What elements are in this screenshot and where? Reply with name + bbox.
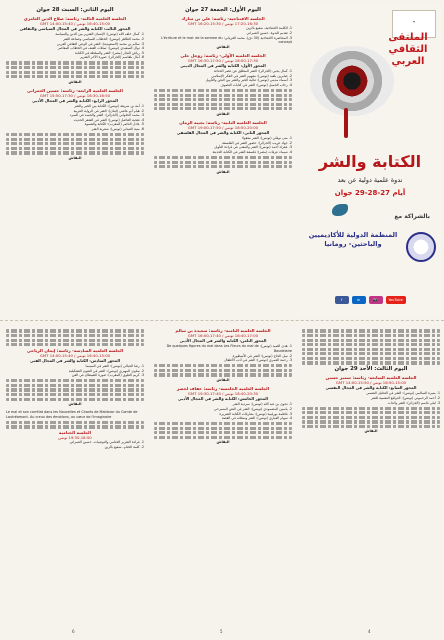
- list-item: 5. رياض النجار (مصر): الشر والسلطة في الكتابة: [74, 50, 144, 55]
- youtube-icon[interactable]: YouTube: [386, 296, 406, 304]
- french-paper-title: Le mal et son corrélat dans les Nouvelles et Chants de Maldoror du Comte de Lautréamont. Au creux des émotions, au cœur de l'imaginaire: [6, 410, 138, 419]
- closing-panel: [2, 325, 148, 637]
- session-title: الجلسة العلمية الرابعة- رئاسة: حسين العمراني: [27, 87, 123, 93]
- session-axis: المحور الأول: الكتابة والشر في المجال الديني: [180, 63, 266, 69]
- text-line-placeholder: [302, 334, 440, 337]
- conference-title: الكتابة والشر: [318, 152, 422, 171]
- social-icons: [298, 296, 442, 304]
- list-item: 6. منية العبدلي (تونس): شعرية الشر: [91, 127, 144, 132]
- text-line-placeholder: [6, 339, 144, 342]
- conference-dates: أيام 27-28-29 جوان: [334, 189, 406, 197]
- session-title: الجلسة العلمية الثالثة- رئاسة: صلاح الدين العامري: [23, 16, 127, 21]
- list-item: 1. قراءة التقرير الختامي والتوصيات- حسين العمراني: [69, 440, 144, 445]
- text-line-placeholder: [6, 398, 144, 401]
- session-time: 16:40-15:00 تونس / 15:40-14:00 GMT: [39, 353, 111, 359]
- text-line-placeholder: [154, 165, 292, 168]
- session-5-panel: [150, 325, 296, 637]
- list-item: 1. هدى الصيد (تونس): De quelques figures du mal dans Les Fleurs du mal de Baudelaire: [166, 344, 292, 353]
- session-title: الجلسة العلمية السابعة- رئاسة: سمير حسين: [325, 375, 417, 381]
- session-axis: المحور الثاني: الكتابة والشر في المجال الفلسفي: [176, 130, 270, 136]
- session-title: الجلسة الافتتاحية- رئاسة: علي بن مبارك: [181, 16, 265, 21]
- brochure-bottom-half: [0, 320, 444, 640]
- text-line-placeholder: [154, 369, 292, 372]
- session-title: الجلسة العلمية الخامسة- رئاسة: عفاف لخضر: [176, 385, 270, 391]
- page-number: 5: [220, 629, 223, 635]
- text-line-placeholder: [154, 431, 292, 434]
- list-item: 3. كريم العلوي (المغرب): صورة الشيطان في الفن: [71, 373, 144, 378]
- session-time: 16:40-15:00 تونس / 15:40-14:00 GMT: [39, 21, 111, 27]
- discussion-label: النقاش: [216, 377, 230, 382]
- list-item: 1. نجوى بن عبد الله (تونس): سردية الشر: [232, 402, 292, 407]
- text-line-placeholder: [6, 384, 144, 387]
- text-line-placeholder: [302, 361, 440, 364]
- session-axis: المحور السادس: الكتابة والشر في المجال الفني: [29, 358, 121, 364]
- session-title: الجلسة العلمية الثانية- رئاسة: نجيبة الزمان: [179, 119, 267, 125]
- text-line-placeholder: [6, 147, 144, 150]
- ink-drip-illustration: [344, 108, 348, 138]
- text-line-placeholder: [6, 61, 144, 64]
- text-line-placeholder: [154, 89, 292, 92]
- session-time: 19:30-18:50 تونس: [58, 435, 92, 441]
- list-item: 2. ياسين المصمودي (تونس): الشر في النص المسرحي: [214, 406, 292, 411]
- session-8: [154, 328, 292, 383]
- list-item: 4. سهام العياري (تونس): الشر وتمثلاته في القصة: [221, 416, 292, 421]
- list-item: 2. جهاد عريب (الجزائر): حضور الشر في الفلسفة: [222, 140, 292, 145]
- list-item: 1. كمال خلف الله (تونس): الإنسان الشرير بين الدين والسياسة: [55, 32, 144, 37]
- list-item: 3. المحاضرة الافتتاحية (30 دق)- محمد الغرياني: L'écriture et le mal: de la somme du concept: [160, 35, 292, 45]
- list-item: 1. منى نوفلي (تونس): الشر معقولا: [241, 136, 292, 141]
- list-item: 1. الكلمة الافتتاحية- شفيع بالزين: [246, 26, 292, 31]
- page-number: 4: [368, 629, 371, 635]
- discussion-label: النقاش: [68, 79, 82, 84]
- text-line-placeholder: [302, 407, 440, 410]
- list-item: 4. نوال السعيدي (تونس): تمثلات العنف في الخطاب المعاصر: [57, 46, 144, 51]
- discussion-label: النقاش: [216, 111, 230, 116]
- discussion-label: النقاش: [68, 402, 82, 407]
- list-item: 3. سالم بن محمد (السعودية): الشر في الوعي الثقافي العربي: [56, 41, 144, 46]
- text-line-placeholder: [302, 329, 440, 332]
- day2-title: اليوم الثاني: السبت 28 جوان: [36, 7, 114, 13]
- session-4: [6, 88, 144, 161]
- facebook-icon[interactable]: f: [335, 296, 349, 304]
- session-time: 16:50-15:00 تونس / 15:50-14:00 GMT: [335, 380, 407, 386]
- session-time: 17:20-16:30 تونس / 15:30-16:20 GMT: [187, 21, 259, 27]
- session-7: [302, 375, 440, 434]
- session-time: 18:40-17:00 تونس / 17:40-16:00 GMT: [187, 333, 259, 339]
- text-line-placeholder: [6, 151, 144, 154]
- list-item: 3. فاطمة بورقيبة (تونس): مفارقات الكتابة الشريرة: [219, 411, 292, 416]
- text-line-placeholder: [154, 156, 292, 159]
- list-item: 1. أمة بن شريقة (تونس): الكتابة بين الخير والشر: [74, 104, 144, 109]
- list-item: 4. رحاب الجميل (تونس): الشر في كتابات التصوف: [220, 82, 292, 87]
- text-line-placeholder: [6, 421, 144, 424]
- session-1: [154, 53, 292, 117]
- text-line-placeholder: [154, 364, 292, 367]
- day3-title: اليوم الثالث: الأحد 29 جوان: [334, 366, 408, 373]
- session-5: [154, 386, 292, 445]
- instagram-icon[interactable]: 📷: [369, 296, 383, 304]
- day2-panel: [2, 4, 148, 316]
- text-line-placeholder: [302, 411, 440, 414]
- text-line-placeholder: [154, 103, 292, 106]
- list-item: 2. محمد الطاهر (تونس): الخطاب السياسي وصناعة الشر: [63, 37, 144, 41]
- list-item: 1. كمال يحيي (الجزائر): الشر المطلق عن عصر الحداثة: [213, 69, 292, 74]
- session-title: الجلسة الختامية: [58, 429, 92, 435]
- session-3: [6, 16, 144, 85]
- text-line-placeholder: [154, 98, 292, 101]
- session-axis: المحور الخامس: الكتابة والشر في المجال الأدبي: [178, 396, 268, 402]
- discussion-label: النقاش: [68, 155, 82, 160]
- list-item: 2. تقديم الندوة- حسين العمراني: [246, 31, 292, 35]
- list-item: 2. صابرين بلعيد (تونس): مفهوم الشر في الفكر الإسلامي: [211, 73, 292, 78]
- list-item: 5. عادل الناصر (المغرب): الكتابة والقسوة: [84, 122, 144, 127]
- session-time: 18:30-16:50 تونس / 17:30-15:50 GMT: [39, 93, 111, 99]
- discussion-label: النقاش: [216, 44, 230, 49]
- list-item: 6. آمال بلقاسم (الجزائر): صورة الآخر الشرير: [79, 55, 144, 60]
- list-item: 3. رحمة العمري (تونس): الشر في أدب الأطفال: [224, 358, 292, 363]
- text-line-placeholder: [302, 343, 440, 346]
- session-time: 18:50-17:30 تونس / 17:50-16:30 GMT: [187, 58, 259, 64]
- day1-panel: [150, 4, 296, 316]
- hummingbird-illustration: [332, 204, 348, 216]
- session-title: الجلسة العلمية الأولى- رئاسة: زوجل حلي: [180, 52, 266, 58]
- text-line-placeholder: [302, 425, 440, 428]
- page-number: 6: [72, 629, 75, 635]
- cover-panel: [298, 4, 442, 316]
- text-line-placeholder: [6, 425, 144, 428]
- day3-panel: [298, 325, 444, 637]
- list-item: 2. هيام أبو عاصي (لبنان): الشر في الرواية العربية: [73, 108, 144, 113]
- session-6: [6, 348, 144, 407]
- session-axis: المحور السابع: الكتابة والشر في المجال النفسي: [325, 385, 417, 391]
- partner-label: بالشراكة مع: [394, 213, 430, 220]
- list-item: 2. نبيل الحاج (تونس): الشر في الأسطورة: [232, 353, 292, 358]
- discussion-label: النقاش: [216, 169, 230, 174]
- text-line-placeholder: [6, 393, 144, 396]
- text-line-placeholder: [154, 436, 292, 439]
- text-line-placeholder: [154, 373, 292, 376]
- logo-mark: ✦: [412, 20, 416, 24]
- list-item: 2. أحمد الرحموني (تونس): الدوافع النفسية للشر: [370, 396, 440, 401]
- session-time: 18:50-20:00 تونس / 17:50-19:00 GMT: [187, 125, 259, 131]
- organization-name: المنظمة الدولية للأكاديميين والباحثين- رومانيا: [308, 231, 398, 248]
- text-line-placeholder: [6, 66, 144, 69]
- text-line-placeholder: [6, 379, 144, 382]
- text-line-placeholder: [6, 75, 144, 78]
- eye-illustration: [310, 46, 394, 116]
- text-line-placeholder: [302, 352, 440, 355]
- text-line-placeholder: [6, 334, 144, 337]
- session-2: [154, 120, 292, 175]
- text-line-placeholder: [302, 420, 440, 423]
- conference-subtitle: ندوة علمية دولية عن بعد: [337, 176, 403, 184]
- conference-name: الملتقى الثقافي العربي: [388, 32, 428, 67]
- text-line-placeholder: [6, 71, 144, 74]
- text-line-placeholder: [6, 343, 144, 346]
- text-line-placeholder: [6, 138, 144, 141]
- list-item: 2. سلوى المهيري (تونس): الشر في الفنون التشكيلية: [68, 368, 144, 373]
- list-item: 3. ليلى قاسم (الجزائر): الشر والذات: [387, 400, 440, 405]
- text-line-placeholder: [6, 133, 144, 136]
- session-title: الجلسة العلمية الثامنة- رئاسة: سعيدة بن سالم: [175, 328, 271, 333]
- text-line-placeholder: [6, 142, 144, 145]
- list-item: 3. أسماء مديني (تونس): ثنائية الخير والشر بين النص والتأويل: [205, 78, 292, 83]
- text-line-placeholder: [6, 329, 144, 332]
- text-line-placeholder: [302, 416, 440, 419]
- session-title: الجلسة العلمية السادسة- رئاسة: إيمان الرياحي: [26, 347, 124, 353]
- day1-title: اليوم الأول: الجمعة 27 جوان: [185, 7, 261, 13]
- session-axis: المحور الرابع: الكتابة والشر في المجال الأدبي: [32, 98, 118, 104]
- session-closing: [6, 430, 144, 450]
- text-line-placeholder: [154, 94, 292, 97]
- organization-logo: [406, 232, 436, 262]
- text-line-placeholder: [154, 427, 292, 430]
- session-opening: [154, 16, 292, 50]
- list-item: 3. عفراء أحمد (تونس): الشر والمعنى في قراءة التأويل: [214, 145, 292, 150]
- text-line-placeholder: [302, 348, 440, 351]
- list-item: 1. منيرة السالمي (تونس): الشر في التحليل النفسي: [366, 391, 440, 396]
- text-line-placeholder: [154, 422, 292, 425]
- discussion-label: النقاش: [216, 440, 230, 445]
- linkedin-icon[interactable]: in: [352, 296, 366, 304]
- list-item: 1. رضا الجبالي (تونس): الشر في السينما: [85, 364, 144, 369]
- list-item: 3. محمد الحلواني (الجزائر): الشر والجسد في السرد: [69, 113, 144, 118]
- session-time: 18:40-20:30 تونس / 17:40-19:30 GMT: [187, 391, 259, 397]
- text-line-placeholder: [302, 357, 440, 360]
- text-line-placeholder: [6, 388, 144, 391]
- list-item: 4. فتحية الفاضل (تونس): الشر في الشعر الحديث: [73, 117, 144, 122]
- text-line-placeholder: [154, 107, 292, 110]
- list-item: 2. كلمة الختام- شفيع بالزين: [104, 444, 144, 449]
- session-axis: المحور الثامن: الكتابة والشر في المجال الأدبي: [179, 338, 267, 344]
- session-axis: المحور الثالث: الكتابة والشر في المجال السياسي والثقافي: [19, 26, 131, 32]
- list-item: 4. شيماء عرفات (مصر): فلسفة الشر في الكتابة الحديثة: [212, 150, 292, 155]
- discussion-label: النقاش: [364, 429, 378, 434]
- text-line-placeholder: [302, 339, 440, 342]
- text-line-placeholder: [154, 161, 292, 164]
